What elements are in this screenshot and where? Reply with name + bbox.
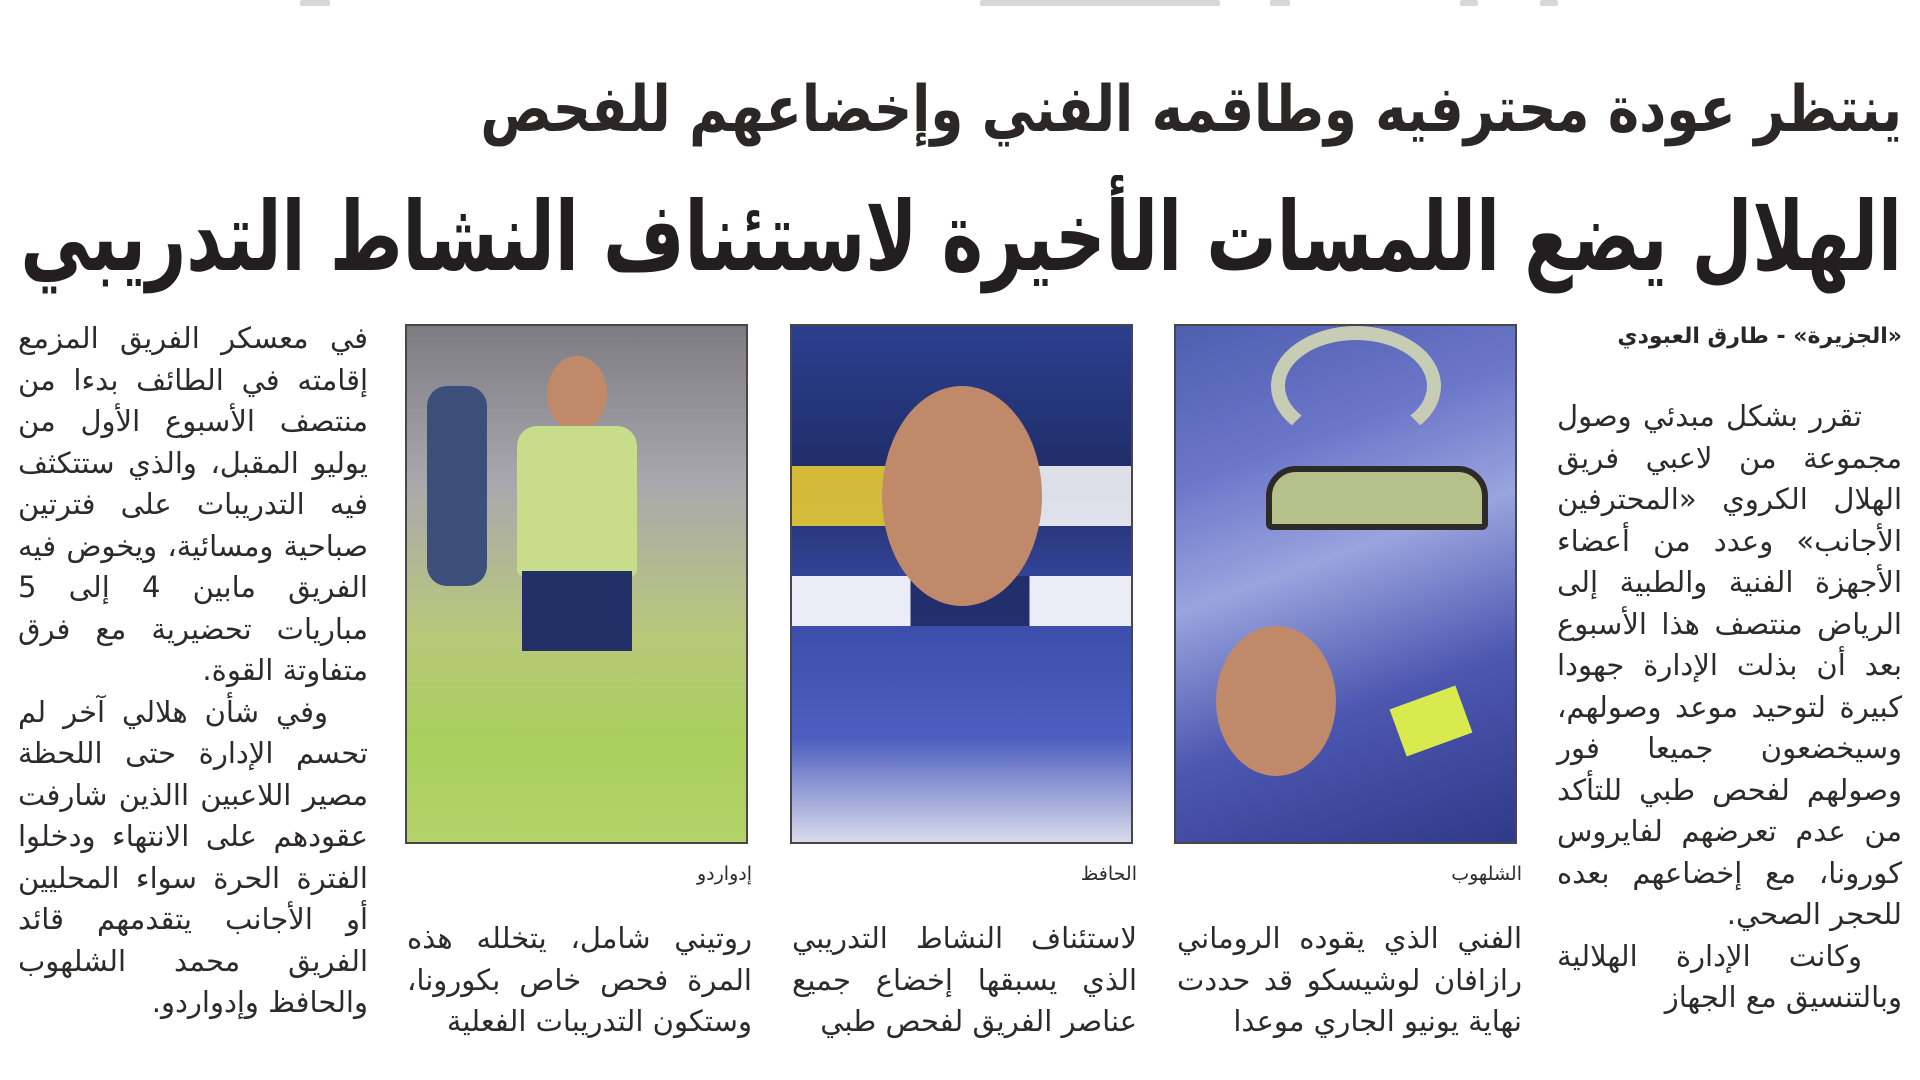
body-paragraph: الفني الذي يقوده الروماني رازافان لوشيسكو قد حددت نهاية يونيو الجاري موعدا (1177, 921, 1522, 1038)
previous-article-strip (0, 0, 1920, 14)
continuation-text (407, 918, 752, 1043)
trophy-base-shape (1266, 466, 1488, 530)
player-face-shape (1216, 626, 1336, 776)
photo-trophy-celebration (1174, 324, 1517, 844)
photo-caption: الشلهوب (1451, 863, 1522, 885)
captain-armband-shape (1390, 686, 1473, 757)
right-text-column (1557, 322, 1902, 1019)
body-paragraph: وفي شأن هلالي آخر لم تحسم الإدارة حتى اللحظة مصير اللاعبين االذين شارفت عقودهم على الانتهاء ودخلوا الفترة الحرة سواء المحليين أو الأجانب يتقدمهم قائد الفريق محمد الشلهوب والحافظ وإدواردو. (18, 694, 368, 1019)
byline: «الجزيرة» - طارق العبودي (1617, 324, 1902, 349)
article-subheadline: ينتظر عودة محترفيه وطاقمه الفني وإخضاعهم للفحص (480, 73, 1903, 147)
goalkeeper-shape (427, 386, 487, 586)
photo-press-conference (790, 324, 1133, 844)
body-paragraph: في معسكر الفريق المزمع إقامته في الطائف بدءا من منتصف الأسبوع الأول من يوليو المقبل، والذي ستتكثف فيه التدريبات على فترتين صباحية ومسائية، ويخوض فيه الفريق مابين 4 إلى 5 مباريات تحضيرية مع فرق متفاوتة القوة. (18, 321, 368, 687)
body-paragraph: وكانت الإدارة الهلالية وبالتنسيق مع الجهاز (1557, 938, 1902, 1014)
article-headline: الهلال يضع اللمسات الأخيرة لاستئناف النشاط التدريبي (20, 181, 1902, 293)
body-paragraph: لاستئناف النشاط التدريبي الذي يسبقها إخضاع جميع عناصر الفريق لفحص طبي (792, 921, 1137, 1038)
continuation-text (1177, 918, 1522, 1043)
left-text-column (18, 318, 368, 1024)
photo-training-session (405, 324, 748, 844)
player-face-shape (882, 386, 1042, 606)
training-bib-shape (517, 426, 637, 576)
photo-caption: إدواردو (696, 863, 752, 885)
shorts-shape (522, 571, 632, 651)
trophy-shape (1271, 326, 1441, 446)
continuation-text (792, 918, 1137, 1043)
body-paragraph: روتيني شامل، يتخلله هذه المرة فحص خاص بكورونا، وستكون التدريبات الفعلية (407, 921, 752, 1038)
body-paragraph: تقرر بشكل مبدئي وصول مجموعة من لاعبي فريق الهلال الكروي «المحترفين الأجانب» وعدد من أعضاء الأجهزة الفنية والطبية إلى الرياض منتصف هذا الأسبوع بعد أن بذلت الإدارة جهودا كبيرة لتوحيد موعد وصولهم، وسيخضعون جميعا فور وصولهم لفحص طبي للتأكد من عدم تعرضهم لفايروس كورونا، مع إخضاعهم بعده للحجر الصحي. (1557, 399, 1902, 931)
player-face-shape (547, 356, 607, 431)
photo-caption: الحافظ (1080, 863, 1137, 885)
